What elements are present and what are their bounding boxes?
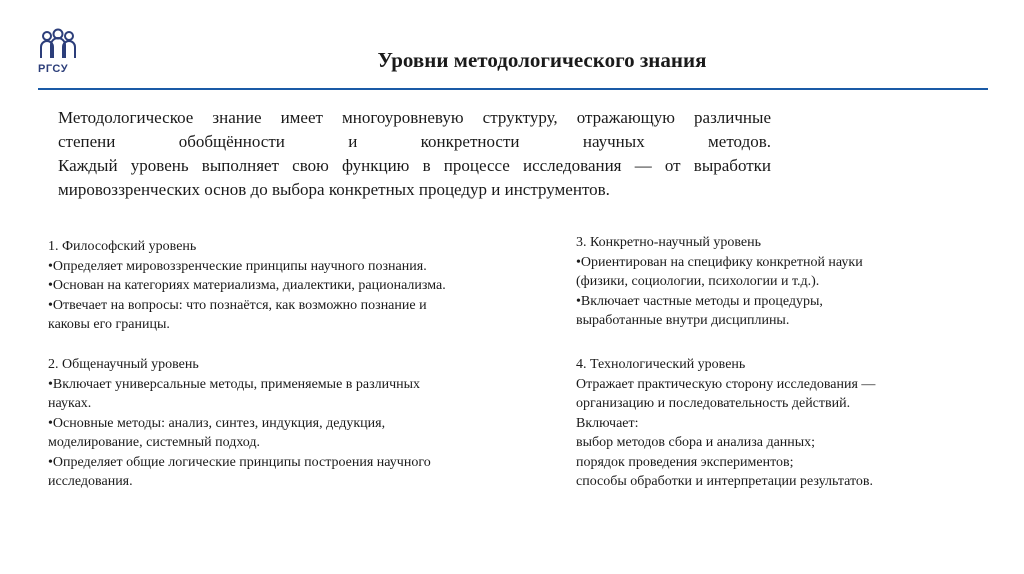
level-line: •Включает универсальные методы, применяемые в различных — [48, 376, 421, 392]
level-philosophical — [48, 237, 548, 335]
level-line: •Основан на категориях материализма, диалектики, рационализма. — [48, 278, 446, 293]
level-heading: 1. Философский уровень — [48, 239, 197, 254]
level-line: •Определяет общие логические принципы построения научного — [48, 454, 431, 470]
level-line: организацию и последовательность действий. — [576, 396, 851, 411]
level-line: моделирование, системный подход. — [48, 435, 261, 450]
page-title: Уровни методологического знания — [377, 48, 707, 72]
title-divider — [38, 88, 988, 90]
level-line: выработанные внутри дисциплины. — [576, 313, 790, 328]
logo-text: РГСУ — [38, 63, 69, 75]
level-line: выбор методов сбора и анализа данных; — [576, 435, 816, 450]
intro-line: Каждый уровень выполняет свою функцию в процессе исследования — от выработки — [58, 156, 771, 175]
intro-line: мировоззренческих основ до выбора конкретных процедур и инструментов. — [58, 180, 610, 199]
level-line: •Основные методы: анализ, синтез, индукция, дедукция, — [48, 415, 386, 431]
level-line: •Определяет мировоззренческие принципы научного познания. — [48, 258, 427, 274]
level-line: способы обработки и интерпретации результатов. — [576, 474, 874, 489]
level-heading: 2. Общенаучный уровень — [48, 357, 199, 372]
level-line: (физики, социологии, психологии и т.д.). — [576, 274, 820, 289]
level-general-scientific — [48, 355, 548, 492]
level-line: •Отвечает на вопросы: что познаётся, как возможно познание и — [48, 297, 427, 313]
level-heading: 4. Технологический уровень — [576, 357, 746, 372]
level-line: исследования. — [48, 474, 133, 489]
level-line: •Ориентирован на специфику конкретной науки — [576, 254, 863, 270]
level-line: науках. — [48, 396, 92, 411]
level-specific-scientific — [576, 233, 996, 331]
level-line: Отражает практическую сторону исследования — — [576, 376, 876, 392]
level-heading: 3. Конкретно-научный уровень — [576, 235, 761, 250]
level-line: Включает: — [576, 415, 639, 431]
level-line: •Включает частные методы и процедуры, — [576, 293, 823, 309]
level-line: порядок проведения экспериментов; — [576, 454, 794, 470]
level-line: каковы его границы. — [48, 317, 170, 332]
intro-paragraph — [58, 106, 771, 202]
level-technological — [576, 355, 996, 492]
intro-line: Методологическое знание имеет многоуровневую структуру, отражающую различные — [58, 108, 771, 127]
intro-line: степени обобщённости и конкретности научных методов. — [58, 132, 771, 151]
